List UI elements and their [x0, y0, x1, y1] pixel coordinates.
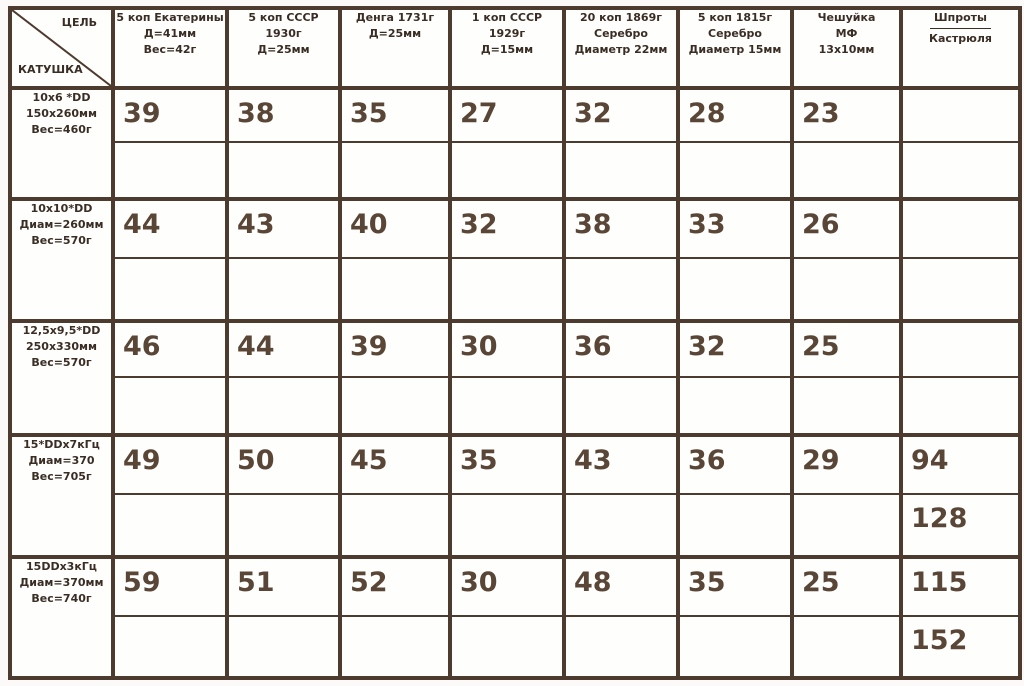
cell-divider — [680, 493, 790, 495]
col-header-line: МФ — [835, 27, 858, 40]
depth-value: 49 — [123, 445, 161, 477]
depth-value: 38 — [237, 98, 275, 129]
depth-value-secondary: 152 — [911, 624, 968, 656]
depth-value: 36 — [574, 330, 612, 362]
cell-body — [566, 437, 676, 554]
cell-divider — [566, 141, 676, 143]
cell-divider — [229, 376, 338, 378]
cell-body — [903, 437, 1018, 554]
cell-body — [452, 201, 562, 318]
depth-cell — [678, 557, 792, 678]
cell-divider — [452, 257, 562, 259]
coil-header-line: 10х10*DD — [30, 202, 93, 216]
cell-body — [342, 323, 448, 433]
depth-value: 35 — [688, 566, 726, 598]
coil-header-line: 150х260мм — [25, 107, 97, 120]
depth-value: 32 — [460, 209, 498, 241]
depth-value: 39 — [123, 98, 161, 129]
depth-cell — [792, 557, 901, 678]
col-header-6 — [678, 8, 792, 88]
depth-cell — [792, 321, 901, 435]
cell-divider — [452, 141, 562, 143]
col-header-line: Диаметр 22мм — [574, 43, 668, 56]
cell-body — [229, 559, 338, 676]
col-header-1 — [113, 8, 227, 88]
col-header-line: Д=41мм — [143, 27, 197, 40]
depth-cell — [792, 199, 901, 320]
depth-value: 32 — [574, 98, 612, 129]
col-header-line: Д=15мм — [480, 43, 534, 56]
col-header-line: 20 коп 1869г — [580, 11, 662, 24]
depth-cell — [227, 557, 340, 678]
coil-header-line: Вес=705г — [31, 470, 92, 484]
depth-cell — [450, 557, 564, 678]
cell-divider — [794, 141, 899, 143]
depth-value: 94 — [911, 445, 949, 477]
depth-cell — [564, 199, 678, 320]
cell-divider — [342, 493, 448, 495]
cell-body — [680, 90, 790, 197]
detection-depth-table — [8, 6, 1022, 680]
cell-body — [794, 437, 899, 554]
depth-cell — [113, 435, 227, 556]
corner-header — [10, 8, 113, 88]
coil-header — [10, 321, 113, 435]
cell-divider — [342, 376, 448, 378]
depth-value: 39 — [350, 330, 388, 362]
depth-cell — [564, 557, 678, 678]
depth-cell — [227, 88, 340, 199]
cell-body — [452, 323, 562, 433]
depth-value: 115 — [911, 566, 968, 598]
cell-body — [680, 201, 790, 318]
depth-cell — [113, 88, 227, 199]
coil-header-line: Диам=370мм — [19, 575, 104, 589]
col-header-line: Серебро — [708, 27, 762, 40]
coil-header-line: Вес=460г — [31, 123, 92, 136]
coil-header-line: Диам=260мм — [19, 218, 104, 232]
depth-cell — [564, 321, 678, 435]
col-header-2 — [227, 8, 340, 88]
table-row — [10, 557, 1020, 678]
depth-cell — [564, 88, 678, 199]
depth-value: 26 — [802, 209, 840, 241]
depth-value: 33 — [688, 209, 726, 241]
cell-body — [452, 559, 562, 676]
cell-body — [342, 90, 448, 197]
cell-body — [342, 559, 448, 676]
cell-divider — [115, 257, 225, 259]
target-label: ЦЕЛЬ — [61, 16, 97, 29]
table-row — [10, 88, 1020, 199]
cell-divider — [229, 615, 338, 617]
cell-divider — [452, 615, 562, 617]
sprats-label: Шпроты — [930, 10, 991, 29]
depth-value: 44 — [123, 209, 161, 241]
cell-divider — [794, 376, 899, 378]
header-row — [10, 8, 1020, 88]
cell-divider — [680, 257, 790, 259]
cell-body — [903, 323, 1018, 433]
cell-divider — [115, 615, 225, 617]
cell-divider — [452, 376, 562, 378]
cell-divider — [229, 257, 338, 259]
depth-value: 52 — [350, 566, 388, 598]
depth-value: 32 — [688, 330, 726, 362]
depth-table-sheet — [8, 6, 1018, 680]
depth-cell — [564, 435, 678, 556]
col-header-line: Диаметр 15мм — [688, 43, 782, 56]
cell-body — [452, 437, 562, 554]
depth-value: 29 — [802, 445, 840, 477]
extra-depth-cell — [901, 557, 1020, 678]
col-header-line: 1 коп СССР — [471, 11, 543, 24]
depth-value-secondary: 128 — [911, 503, 968, 535]
cell-divider — [903, 376, 1018, 378]
depth-value: 44 — [237, 330, 275, 362]
cell-divider — [115, 141, 225, 143]
depth-value: 50 — [237, 445, 275, 477]
table-row — [10, 435, 1020, 556]
cell-body — [680, 437, 790, 554]
cell-divider — [566, 493, 676, 495]
col-header-line: Денга 1731г — [355, 11, 435, 24]
cell-body — [903, 559, 1018, 676]
table-row — [10, 199, 1020, 320]
cell-divider — [229, 141, 338, 143]
coil-header — [10, 199, 113, 320]
depth-cell — [450, 88, 564, 199]
col-header-3 — [340, 8, 450, 88]
col-header-8 — [901, 8, 1020, 88]
depth-cell — [450, 435, 564, 556]
depth-value: 38 — [574, 209, 612, 241]
cell-body — [115, 90, 225, 197]
depth-value: 27 — [460, 98, 498, 129]
depth-value: 35 — [350, 98, 388, 129]
cell-divider — [794, 257, 899, 259]
depth-value: 43 — [574, 445, 612, 477]
cell-divider — [115, 376, 225, 378]
depth-cell — [678, 199, 792, 320]
coil-header — [10, 557, 113, 678]
cell-body — [566, 323, 676, 433]
col-header-line: 5 коп 1815г — [697, 11, 773, 24]
cell-body — [903, 90, 1018, 197]
cell-divider — [680, 141, 790, 143]
cell-body — [566, 201, 676, 318]
col-header-line: 13х10мм — [818, 43, 875, 56]
cell-body — [229, 437, 338, 554]
cell-divider — [794, 493, 899, 495]
col-header-line: 5 коп СССР — [248, 11, 319, 24]
cell-body — [680, 559, 790, 676]
extra-depth-cell — [901, 88, 1020, 199]
col-header-line: 5 коп Екатерины — [116, 11, 224, 24]
cell-divider — [229, 493, 338, 495]
depth-cell — [227, 435, 340, 556]
cell-body — [680, 323, 790, 433]
depth-cell — [678, 88, 792, 199]
cell-body — [115, 437, 225, 554]
depth-value: 40 — [350, 209, 388, 241]
cell-divider — [903, 493, 1018, 495]
cell-divider — [903, 141, 1018, 143]
coil-header-line: 250х330мм — [25, 339, 97, 353]
col-header-4 — [450, 8, 564, 88]
cell-divider — [794, 615, 899, 617]
depth-cell — [792, 88, 901, 199]
coil-header-line: Вес=570г — [31, 355, 92, 369]
cell-body — [115, 559, 225, 676]
cell-divider — [680, 376, 790, 378]
depth-cell — [227, 199, 340, 320]
coil-header — [10, 88, 113, 199]
coil-header-line: 10х6 *DD — [32, 91, 91, 104]
depth-value: 51 — [237, 566, 275, 598]
coil-label: КАТУШКА — [18, 63, 83, 76]
col-header-line: Вес=42г — [143, 43, 197, 56]
cell-body — [794, 90, 899, 197]
split-header — [903, 10, 1018, 47]
cell-divider — [566, 615, 676, 617]
depth-value: 30 — [460, 566, 498, 598]
cell-body — [342, 201, 448, 318]
col-header-5 — [564, 8, 678, 88]
cell-body — [115, 201, 225, 318]
depth-cell — [340, 88, 450, 199]
cell-divider — [342, 257, 448, 259]
cell-body — [229, 201, 338, 318]
depth-value: 25 — [802, 330, 840, 362]
cell-body — [794, 201, 899, 318]
coil-header — [10, 435, 113, 556]
coil-header-line: 12,5х9,5*DD — [22, 323, 101, 337]
depth-cell — [340, 199, 450, 320]
depth-value: 35 — [460, 445, 498, 477]
cell-divider — [903, 257, 1018, 259]
cell-body — [342, 437, 448, 554]
depth-value: 59 — [123, 566, 161, 598]
cell-divider — [115, 493, 225, 495]
depth-value: 28 — [688, 98, 726, 129]
cell-divider — [342, 141, 448, 143]
depth-cell — [340, 321, 450, 435]
cell-body — [452, 90, 562, 197]
cell-body — [229, 323, 338, 433]
depth-cell — [340, 435, 450, 556]
cell-divider — [566, 376, 676, 378]
extra-depth-cell — [901, 435, 1020, 556]
col-header-line: Д=25мм — [368, 27, 422, 40]
cell-divider — [452, 493, 562, 495]
cell-body — [794, 559, 899, 676]
depth-value: 48 — [574, 566, 612, 598]
depth-value: 43 — [237, 209, 275, 241]
coil-header-line: 15DDх3кГц — [26, 559, 97, 573]
depth-cell — [113, 557, 227, 678]
depth-value: 36 — [688, 445, 726, 477]
cell-body — [794, 323, 899, 433]
col-header-line: 1930г — [265, 27, 302, 40]
depth-cell — [678, 321, 792, 435]
col-header-line: Серебро — [594, 27, 648, 40]
depth-value: 45 — [350, 445, 388, 477]
depth-value: 25 — [802, 566, 840, 598]
depth-cell — [678, 435, 792, 556]
coil-header-line: Вес=740г — [31, 591, 92, 605]
cell-body — [903, 201, 1018, 318]
cell-divider — [680, 615, 790, 617]
extra-depth-cell — [901, 199, 1020, 320]
coil-header-line: Вес=570г — [31, 234, 92, 248]
depth-cell — [340, 557, 450, 678]
cell-body — [566, 90, 676, 197]
cell-body — [229, 90, 338, 197]
cell-body — [115, 323, 225, 433]
depth-cell — [450, 321, 564, 435]
extra-depth-cell — [901, 321, 1020, 435]
depth-value: 46 — [123, 330, 161, 362]
cell-divider — [566, 257, 676, 259]
depth-cell — [113, 199, 227, 320]
pot-label: Кастрюля — [929, 32, 992, 45]
col-header-7 — [792, 8, 901, 88]
depth-cell — [792, 435, 901, 556]
col-header-line: Чешуйка — [817, 11, 876, 24]
depth-cell — [227, 321, 340, 435]
table-row — [10, 321, 1020, 435]
depth-value: 23 — [802, 98, 840, 129]
coil-header-line: Диам=370 — [28, 454, 95, 468]
col-header-line: Д=25мм — [257, 43, 310, 56]
depth-cell — [113, 321, 227, 435]
cell-body — [566, 559, 676, 676]
col-header-line: 1929г — [488, 27, 526, 40]
depth-value: 30 — [460, 330, 498, 362]
depth-cell — [450, 199, 564, 320]
cell-divider — [903, 615, 1018, 617]
cell-divider — [342, 615, 448, 617]
coil-header-line: 15*DDх7кГц — [23, 438, 100, 452]
